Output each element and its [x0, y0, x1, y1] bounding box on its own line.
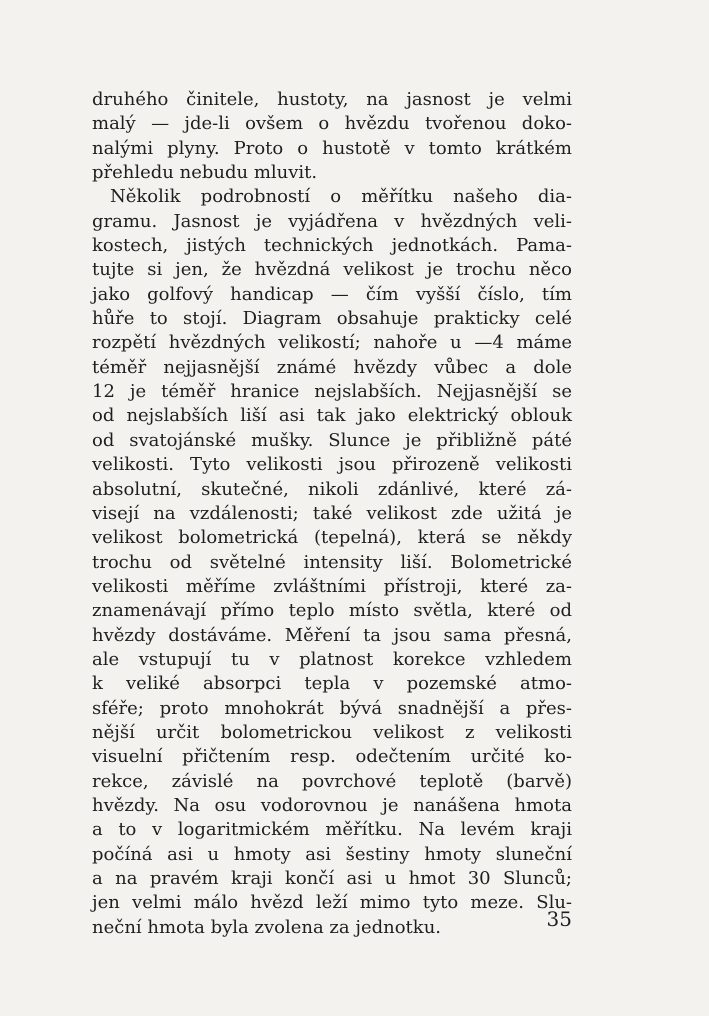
text-line: absolutní, skutečné, nikoli zdánlivé, které zá- — [92, 478, 572, 500]
body-text — [92, 88, 572, 940]
text-line: nalými plyny. Proto o hustotě v tomto krátkém — [92, 137, 572, 159]
text-line: neční hmota byla zvolena za jednotku. — [92, 916, 442, 938]
text-line: kostech, jistých technických jednotkách. Pama- — [92, 235, 572, 257]
text-line: trochu od světelné intensity liší. Bolometrické — [92, 551, 572, 573]
text-line: tujte si jen, že hvězdná velikost je trochu něco — [92, 259, 572, 281]
text-line: rekce, závislé na povrchové teplotě (barvě) — [92, 770, 572, 792]
text-line: visejí na vzdálenosti; také velikost zde užitá je — [92, 502, 572, 524]
text-line: malý — jde-li ovšem o hvězdu tvořenou doko- — [92, 113, 572, 135]
text-line: nější určit bolometrickou velikost z velikosti — [92, 721, 572, 743]
text-line: visuelní přičtením resp. odečtením určité ko- — [92, 746, 572, 768]
text-line: přehledu nebudu mluvit. — [92, 162, 318, 184]
text-line: velikosti. Tyto velikosti jsou přirozeně velikosti — [92, 454, 572, 476]
text-line: hvězdy dostáváme. Měření ta jsou sama přesná, — [92, 624, 572, 646]
text-line: od nejslabších liší asi tak jako elektrický oblouk — [92, 405, 572, 427]
text-line: téměř nejjasnější známé hvězdy vůbec a dole — [92, 356, 572, 378]
text-line: velikost bolometrická (tepelná), která se někdy — [92, 527, 572, 549]
text-line: a to v logaritmickém měřítku. Na levém kraji — [92, 819, 572, 841]
text-line: Několik podrobností o měřítku našeho dia- — [110, 186, 572, 208]
text-line: hůře to stojí. Diagram obsahuje prakticky celé — [92, 308, 572, 330]
text-line: hvězdy. Na osu vodorovnou je nanášena hmota — [92, 794, 572, 816]
text-line: druhého činitele, hustoty, na jasnost je velmi — [92, 89, 572, 110]
text-line: a na pravém kraji končí asi u hmot 30 Slunců; — [92, 868, 572, 889]
text-line: rozpětí hvězdných velikostí; nahoře u —4 máme — [92, 332, 572, 354]
text-line: sféře; proto mnohokrát bývá snadnější a přes- — [92, 697, 572, 719]
text-line: 12 je téměř hranice nejslabších. Nejjasnější se — [92, 381, 572, 403]
text-line: jen velmi málo hvězd leží mimo tyto meze. Slu- — [92, 892, 572, 914]
text-line: velikosti měříme zvláštními přístroji, které za- — [92, 575, 572, 597]
text-line: gramu. Jasnost je vyjádřena v hvězdných veli- — [92, 210, 572, 232]
text-line: znamenávají přímo teplo místo světla, které od — [92, 600, 572, 622]
text-line: počíná asi u hmoty asi šestiny hmoty sluneční — [92, 843, 572, 865]
text-line: jako golfový handicap — čím vyšší číslo, tím — [92, 283, 572, 305]
text-line: ale vstupují tu v platnost korekce vzhledem — [92, 648, 572, 670]
page-number: 35 — [546, 907, 572, 931]
text-line: k veliké absorpci tepla v pozemské atmo- — [92, 673, 572, 695]
text-line: od svatojánské mušky. Slunce je přibližně páté — [92, 429, 572, 451]
